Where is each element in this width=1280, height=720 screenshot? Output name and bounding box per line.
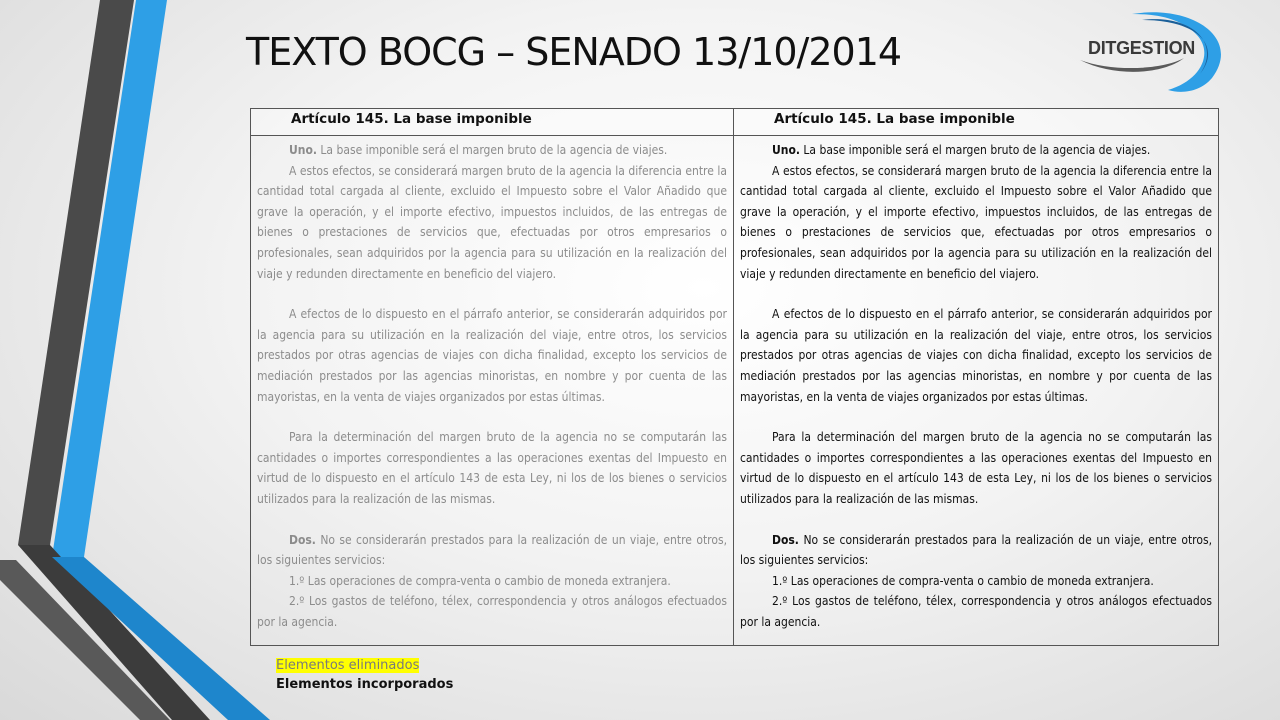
legend-added: Elementos incorporados (276, 677, 454, 692)
left-paragraph: 2.º Los gastos de teléfono, télex, correspondencia y otros análogos efectuados por la agencia. (257, 594, 727, 629)
right-paragraph: Para la determinación del margen bruto de la agencia no se computarán las cantidades o importes correspondientes a las operaciones exentas del Impuesto en virtud de lo dispuesto en el artículo 143 de esta Ley, ni los de los bienes o servicios utilizados para la realización de las mismas. (740, 430, 1212, 506)
left-paragraph: Para la determinación del margen bruto de la agencia no se computarán las cantidades o importes correspondientes a las operaciones exentas del Impuesto en virtud de lo dispuesto en el artículo 143 de esta Ley, ni los de los bienes o servicios utilizados para la realización de las mismas. (257, 430, 727, 506)
right-paragraph: A estos efectos, se considerará margen bruto de la agencia la diferencia entre la cantidad total cargada al cliente, excluido el Impuesto sobre el Valor Añadido que grave la operación, y el importe efectivo, impuestos incluidos, de las entregas de bienes o prestaciones de servicios que, efectuadas por otros empresarios o profesionales, sean adquiridos por la agencia para su utilización en la realización del viaje y redunden directamente en beneficio del viajero. (740, 163, 1212, 281)
right-paragraph: 2.º Los gastos de teléfono, télex, correspondencia y otros análogos efectuados por la agencia. (740, 594, 1212, 629)
page-title: TEXTO BOCG – SENADO 13/10/2014 (246, 30, 902, 74)
legend (276, 656, 453, 694)
right-paragraph: A efectos de lo dispuesto en el párrafo anterior, se considerarán adquiridos por la agencia para su utilización en la realización del viaje, entre otros, los servicios prestados por otras agencias de viajes con dicha finalidad, excepto los servicios de mediación prestados por las agencias minoristas, en nombre y por cuenta de las mayoristas, en la venta de viajes organizados por estas últimas. (740, 307, 1212, 404)
left-paragraph: 1.º Las operaciones de compra-venta o cambio de moneda extranjera. (289, 573, 671, 588)
left-paragraph: A estos efectos, se considerará margen bruto de la agencia la diferencia entre la cantidad total cargada al cliente, excluido el Impuesto sobre el Valor Añadido que grave la operación, y el importe efectivo, impuestos incluidos, de las entregas de bienes o prestaciones de servicios que, efectuadas por otros empresarios o profesionales, sean adquiridos por la agencia para su utilización en la realización del viaje y redunden directamente en beneficio del viajero. (257, 163, 727, 281)
right-paragraph-dos: Dos. No se considerarán prestados para la realización de un viaje, entre otros, los siguientes servicios: (740, 532, 1212, 568)
added-text-column (734, 136, 1219, 646)
deleted-text-column (251, 136, 734, 646)
right-paragraph: 1.º Las operaciones de compra-venta o cambio de moneda extranjera. (772, 573, 1154, 588)
comparison-table (250, 108, 1219, 646)
table-body-row (251, 136, 1219, 646)
logo-text: DITGESTION (1088, 38, 1196, 58)
legend-deleted: Elementos eliminados (276, 658, 420, 673)
table-header-row (251, 109, 1219, 136)
left-paragraph-dos: Dos. No se considerarán prestados para la realización de un viaje, entre otros, los siguientes servicios: (257, 532, 727, 568)
company-logo (1072, 8, 1232, 92)
left-paragraph: A efectos de lo dispuesto en el párrafo anterior, se considerarán adquiridos por la agencia para su utilización en la realización del viaje, entre otros, los servicios prestados por otras agencias de viajes con dicha finalidad, excepto los servicios de mediación prestados por las agencias minoristas, en nombre y por cuenta de las mayoristas, en la venta de viajes organizados por estas últimas. (257, 307, 727, 404)
right-column-header: Artículo 145. La base imponible (734, 109, 1219, 136)
left-paragraph-uno: Uno. La base imponible será el margen bruto de la agencia de viajes. (289, 143, 668, 157)
right-paragraph-uno: Uno. La base imponible será el margen bruto de la agencia de viajes. (772, 143, 1151, 157)
left-column-header: Artículo 145. La base imponible (251, 109, 734, 136)
